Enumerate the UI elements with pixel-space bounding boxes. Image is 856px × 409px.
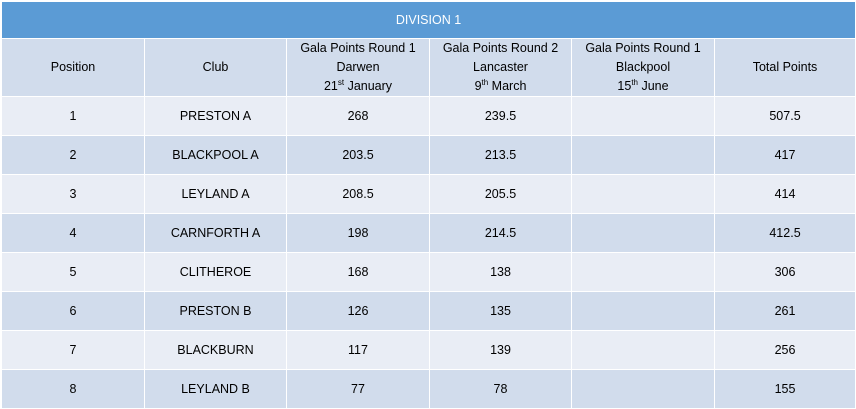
total-cell: 414 (715, 175, 856, 214)
round1-cell: 203.5 (287, 136, 430, 175)
position-cell: 2 (2, 136, 145, 175)
table-row (2, 292, 856, 331)
round3-date: 15th June (617, 77, 669, 93)
club-cell: CLITHEROE (145, 253, 287, 292)
position-cell: 4 (2, 214, 145, 253)
round1-cell: 126 (287, 292, 430, 331)
round1-cell: 117 (287, 331, 430, 370)
club-header: Club (145, 39, 287, 97)
total-cell: 417 (715, 136, 856, 175)
round3-cell (572, 331, 715, 370)
position-cell: 3 (2, 175, 145, 214)
round3-cell (572, 214, 715, 253)
round2-cell: 138 (430, 253, 572, 292)
club-cell: LEYLAND A (145, 175, 287, 214)
round2-cell: 239.5 (430, 97, 572, 136)
table-row (2, 97, 856, 136)
club-cell: LEYLAND B (145, 370, 287, 409)
round1-cell: 77 (287, 370, 430, 409)
round1-title: Gala Points Round 1 (300, 41, 416, 55)
round2-cell: 214.5 (430, 214, 572, 253)
table-row (2, 253, 856, 292)
round2-header (430, 39, 572, 97)
table-row (2, 331, 856, 370)
position-cell: 5 (2, 253, 145, 292)
round2-cell: 78 (430, 370, 572, 409)
round1-cell: 168 (287, 253, 430, 292)
round1-date: 21st January (323, 77, 393, 93)
round1-cell: 198 (287, 214, 430, 253)
round3-venue: Blackpool (615, 60, 671, 74)
round3-cell (572, 292, 715, 331)
header-row (2, 39, 856, 97)
round3-cell (572, 175, 715, 214)
club-cell: PRESTON A (145, 97, 287, 136)
round2-cell: 205.5 (430, 175, 572, 214)
round2-cell: 135 (430, 292, 572, 331)
position-cell: 1 (2, 97, 145, 136)
round1-cell: 268 (287, 97, 430, 136)
club-cell: CARNFORTH A (145, 214, 287, 253)
round2-title: Gala Points Round 2 (442, 41, 559, 55)
table-row (2, 370, 856, 409)
round3-cell (572, 97, 715, 136)
round3-header (572, 39, 715, 97)
total-cell: 507.5 (715, 97, 856, 136)
total-header: Total Points (715, 39, 856, 97)
total-cell: 306 (715, 253, 856, 292)
table-title: DIVISION 1 (2, 2, 856, 39)
round3-cell (572, 136, 715, 175)
round2-date: 9th March (474, 77, 527, 93)
round1-venue: Darwen (336, 60, 380, 74)
total-cell: 261 (715, 292, 856, 331)
division-standings-table (1, 1, 856, 409)
table-row (2, 136, 856, 175)
table-row (2, 214, 856, 253)
round2-venue: Lancaster (473, 60, 528, 74)
position-cell: 6 (2, 292, 145, 331)
round2-cell: 213.5 (430, 136, 572, 175)
round3-title: Gala Points Round 1 (585, 41, 701, 55)
total-cell: 412.5 (715, 214, 856, 253)
total-cell: 256 (715, 331, 856, 370)
round3-cell (572, 253, 715, 292)
total-cell: 155 (715, 370, 856, 409)
round1-cell: 208.5 (287, 175, 430, 214)
position-header: Position (2, 39, 145, 97)
round2-cell: 139 (430, 331, 572, 370)
position-cell: 8 (2, 370, 145, 409)
club-cell: PRESTON B (145, 292, 287, 331)
round3-cell (572, 370, 715, 409)
table-row (2, 175, 856, 214)
title-row (2, 2, 856, 39)
club-cell: BLACKPOOL A (145, 136, 287, 175)
round1-header (287, 39, 430, 97)
position-cell: 7 (2, 331, 145, 370)
club-cell: BLACKBURN (145, 331, 287, 370)
